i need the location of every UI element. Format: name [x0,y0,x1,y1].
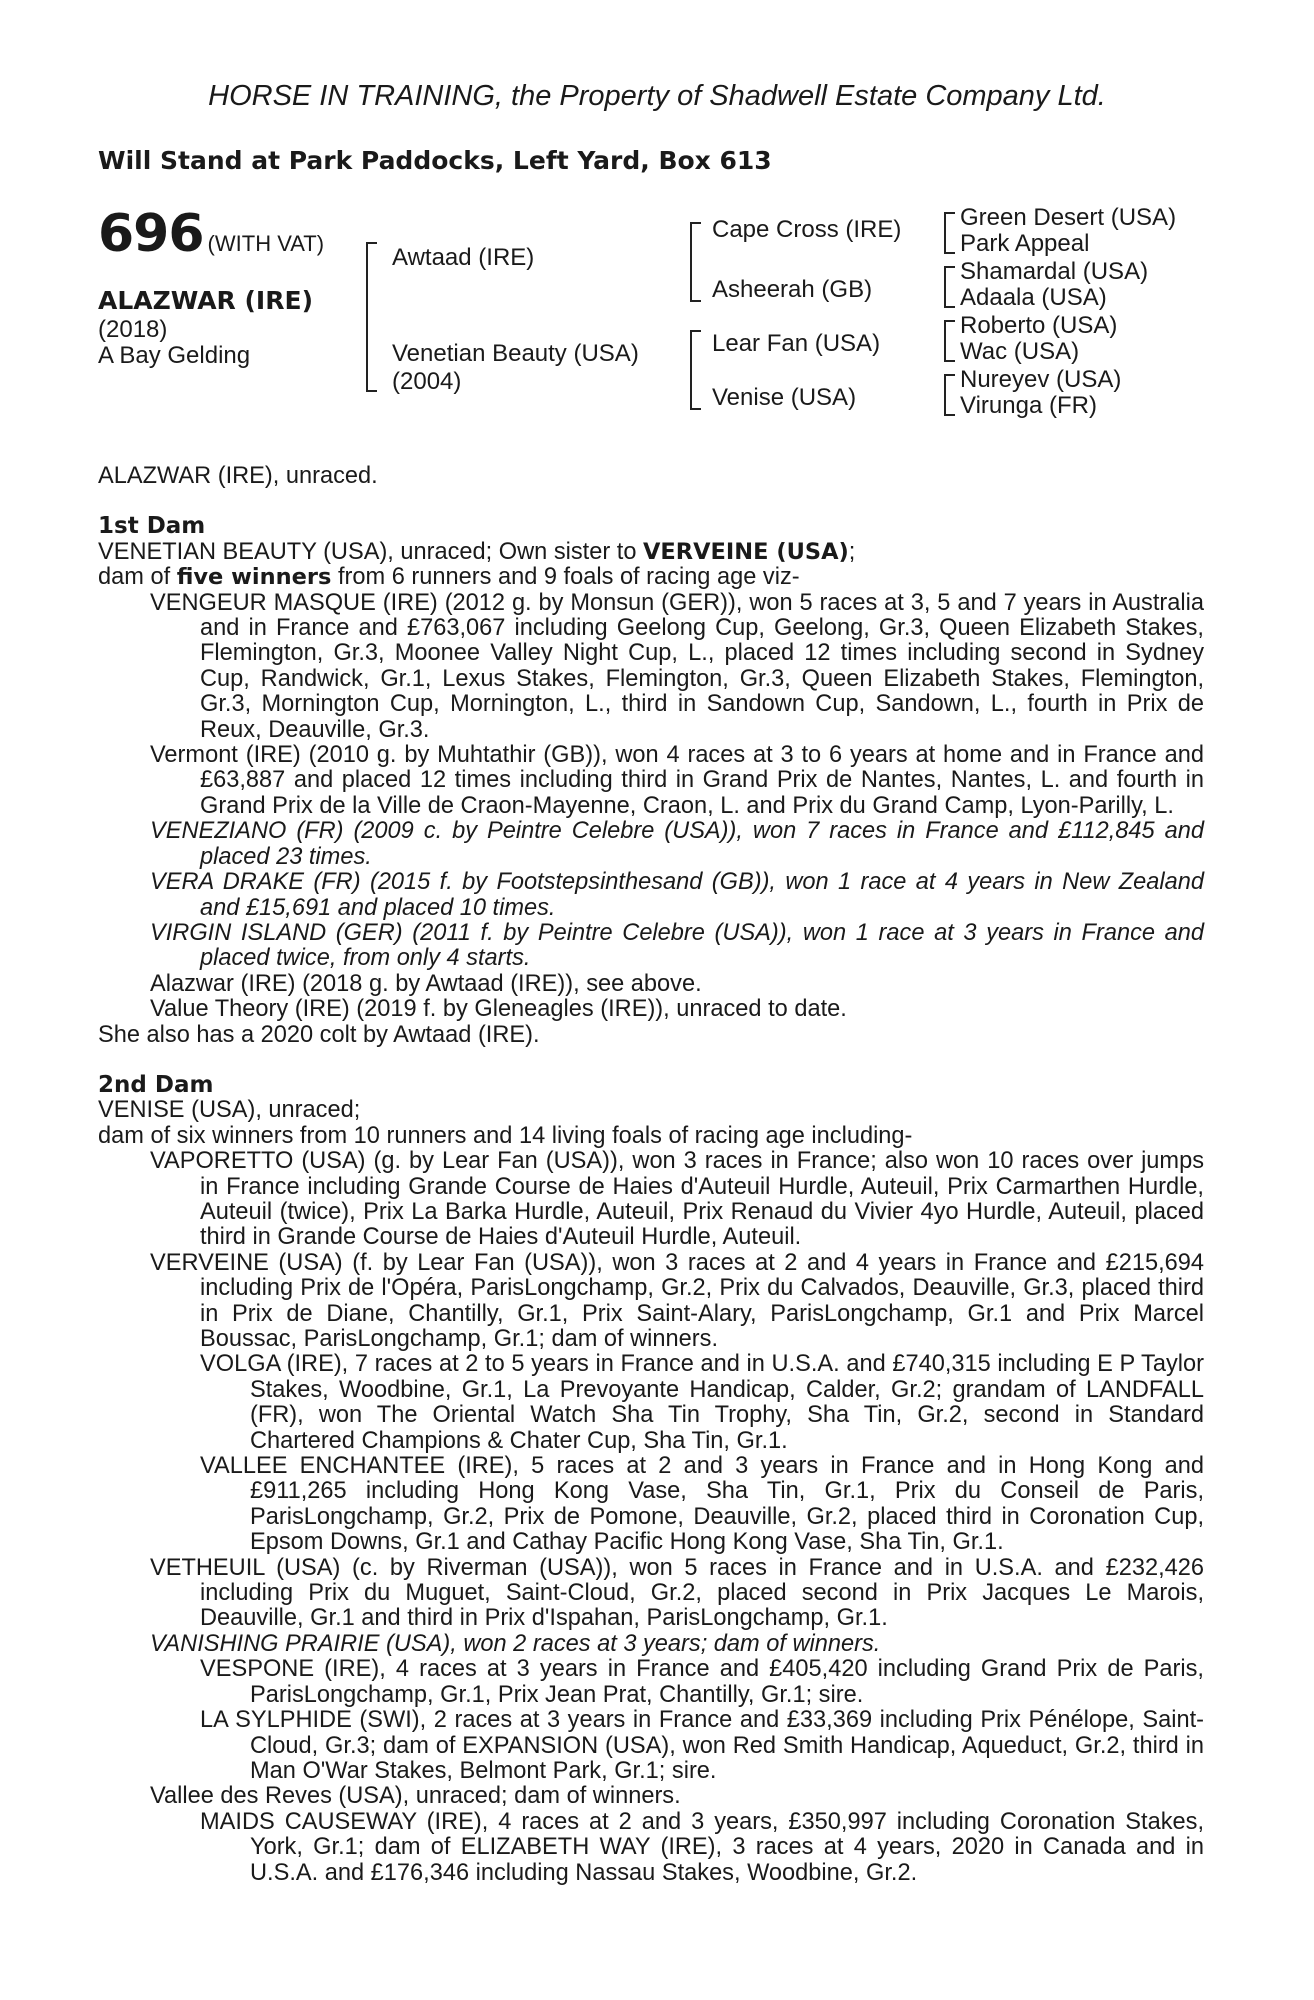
pedigree-dam-year: (2004) [392,368,462,395]
produce-record: Value Theory (IRE) (2019 f. by Gleneagles (IRE)), unraced to date. [150,996,847,1023]
produce-record: VAPORETTO (USA) (g. by Lear Fan (USA)), won 3 races in France; also won 10 races over jumps in France including Grande Course de Haies d'Auteuil Hurdle, Auteuil, Prix Carmarthen Hurdle, Auteuil (twice), Prix La Barka Hurdle, Auteuil, Prix Renaud du Vivier 4yo Hurdle, Auteuil, placed third in Grande Course de Haies d'Auteuil Hurdle, Auteuil. [150,1148,1204,1251]
first-dam-line2: dam of five winners from 6 runners and 9 foals of racing age viz- [98,564,800,591]
pedigree-g5: Roberto (USA) [960,312,1118,339]
produce-record: LA SYLPHIDE (SWI), 2 races at 3 years in France and £33,369 including Prix Pénélope, Saint-Cloud, Gr.3; dam of EXPANSION (USA), won Red Smith Handicap, Aqueduct, Gr.2, third in Man O'War Stakes, Belmont Park, Gr.1; sire. [200,1707,1204,1784]
second-dam-line2: dam of six winners from 10 runners and 14 living foals of racing age including- [98,1122,913,1149]
pedigree-dam-dam: Venise (USA) [712,384,857,411]
pedigree-sire: Awtaad (IRE) [392,244,535,271]
pedigree-dam-sire: Lear Fan (USA) [712,330,881,357]
stand-location: Will Stand at Park Paddocks, Left Yard, Box 613 [98,146,772,175]
horse-name: ALAZWAR (IRE) [98,286,313,315]
produce-record: VOLGA (IRE), 7 races at 2 to 5 years in France and in U.S.A. and £740,315 including E P Taylor Stakes, Woodbine, Gr.1, La Prevoyante Handicap, Calder, Gr.2; grandam of LANDFALL (FR), won The Oriental Watch Sha Tin Trophy, Sha Tin, Gr.2, second in Standard Chartered Champions & Chater Cup, Sha Tin, Gr.1. [200,1351,1204,1454]
produce-record: Alazwar (IRE) (2018 g. by Awtaad (IRE)), see above. [150,970,702,997]
pedigree-g1: Green Desert (USA) [960,204,1177,231]
first-dam-heading: 1st Dam [98,513,206,540]
horse-description: A Bay Gelding [98,342,251,369]
pedigree-sire-sire: Cape Cross (IRE) [712,216,902,243]
produce-record: VANISHING PRAIRIE (USA), won 2 races at 3 years; dam of winners. [150,1630,881,1657]
pedigree-brace [690,222,701,302]
pedigree-sire-dam: Asheerah (GB) [712,276,873,303]
pedigree-g4: Adaala (USA) [960,284,1107,311]
intro-line: ALAZWAR (IRE), unraced. [98,463,378,489]
produce-record: VESPONE (IRE), 4 races at 3 years in France and £405,420 including Grand Prix de Paris, ParisLongchamp, Gr.1, Prix Jean Prat, Chantilly, Gr.1; sire. [200,1656,1204,1708]
pedigree-dam: Venetian Beauty (USA) [392,340,639,367]
lot-number: 696 [98,204,204,264]
produce-record: MAIDS CAUSEWAY (IRE), 4 races at 2 and 3 years, £350,997 including Coronation Stakes, York, Gr.1; dam of ELIZABETH WAY (IRE), 3 races at 4 years, 2020 in Canada and in U.S.A. and £176,346 including Nassau Stakes, Woodbine, Gr.2. [200,1808,1204,1886]
produce-record: VENEZIANO (FR) (2009 c. by Peintre Celebre (USA)), won 7 races in France and £112,845 and placed 23 times. [150,818,1204,870]
second-dam-heading: 2nd Dam [98,1071,214,1098]
pedigree-brace [366,242,377,392]
produce-record: VENGEUR MASQUE (IRE) (2012 g. by Monsun (GER)), won 5 races at 3, 5 and 7 years in Australia and in France and £763,067 including Geelong Cup, Geelong, Gr.3, Queen Elizabeth Stakes, Flemington, Gr.3, Moonee Valley Night Cup, L., placed 12 times including second in Sydney Cup, Randwick, Gr.1, Lexus Stakes, Flemington, Gr.3, Queen Elizabeth Stakes, Flemington, Gr.3, Mornington Cup, Mornington, L., third in Sandown Cup, Sandown, L., fourth in Prix de Reux, Deauville, Gr.3. [150,589,1204,743]
pedigree-brace [944,212,955,254]
produce-note: She also has a 2020 colt by Awtaad (IRE). [98,1021,540,1048]
horse-year: (2018) [98,316,168,343]
produce-record: VETHEUIL (USA) (c. by Riverman (USA)), won 5 races in France and in U.S.A. and £232,426 including Prix du Muguet, Saint-Cloud, Gr.2, placed second in Prix Jacques Le Marois, Deauville, Gr.1 and third in Prix d'Ispahan, ParisLongchamp, Gr.1. [150,1554,1204,1632]
produce-record: VIRGIN ISLAND (GER) (2011 f. by Peintre Celebre (USA)), won 1 race at 3 years in France and placed twice, from only 4 starts. [150,919,1204,972]
vat-label: (WITH VAT) [207,231,325,256]
pedigree-g3: Shamardal (USA) [960,258,1149,285]
produce-record: Vallee des Reves (USA), unraced; dam of winners. [150,1783,681,1810]
first-dam-line1: VENETIAN BEAUTY (USA), unraced; Own sister to VERVEINE (USA); [98,538,856,565]
pedigree-g6: Wac (USA) [960,338,1080,365]
produce-record: VALLEE ENCHANTEE (IRE), 5 races at 2 and 3 years in France and in Hong Kong and £911,265 including Hong Kong Vase, Sha Tin, Gr.1, Prix du Conseil de Paris, ParisLongchamp, Gr.2, Prix de Pomone, Deauville, Gr.2, placed third in Coronation Cup, Epsom Downs, Gr.1 and Cathay Pacific Hong Kong Vase, Sha Tin, Gr.1. [200,1453,1204,1556]
pedigree-g8: Virunga (FR) [960,392,1097,419]
catalogue-body [98,464,1204,1886]
pedigree-brace [944,266,955,308]
pedigree-brace [944,320,955,362]
produce-record: VERA DRAKE (FR) (2015 f. by Footstepsinthesand (GB)), won 1 race at 4 years in New Zealand and £15,691 and placed 10 times. [150,869,1204,921]
produce-record: VERVEINE (USA) (f. by Lear Fan (USA)), won 3 races at 2 and 4 years in France and £215,694 including Prix de l'Opéra, ParisLongchamp, Gr.2, Prix du Calvados, Deauville, Gr.3, placed third in Prix de Diane, Chantilly, Gr.1, Prix Saint-Alary, ParisLongchamp, Gr.1 and Prix Marcel Boussac, ParisLongchamp, Gr.1; dam of winners. [150,1249,1204,1352]
produce-record: Vermont (IRE) (2010 g. by Muhtathir (GB)), won 4 races at 3 to 6 years at home and in France and £63,887 and placed 12 times including third in Grand Prix de Nantes, Nantes, L. and fourth in Grand Prix de la Ville de Craon-Mayenne, Craon, L. and Prix du Grand Camp, Lyon-Parilly, L. [150,742,1204,819]
pedigree-g7: Nureyev (USA) [960,366,1122,393]
second-dam-line1: VENISE (USA), unraced; [98,1097,361,1124]
lot-block [98,204,324,264]
pedigree-brace [944,374,955,416]
catalogue-header: HORSE IN TRAINING, the Property of Shadwell Estate Company Ltd. [208,80,1106,112]
pedigree-brace [690,330,701,410]
pedigree-g2: Park Appeal [960,230,1090,257]
